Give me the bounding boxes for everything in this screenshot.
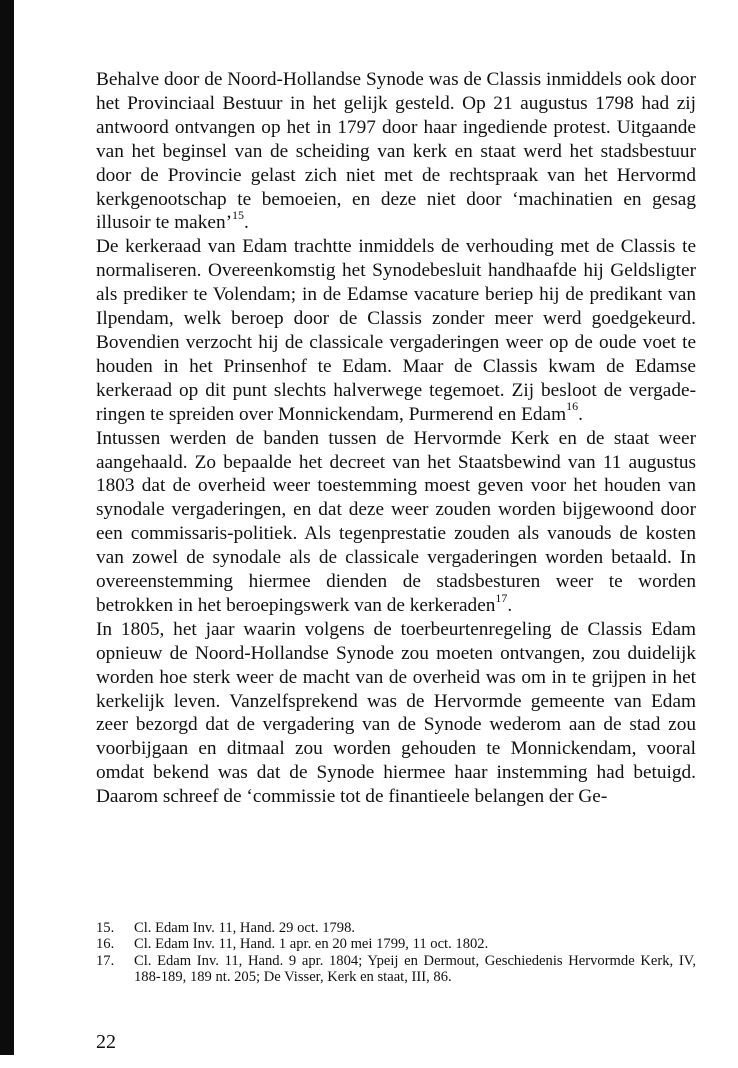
footnote-ref-15: 15 bbox=[232, 208, 245, 223]
scan-edge-shadow bbox=[0, 0, 14, 1055]
paragraph-text: De kerkeraad van Edam trachtte inmiddels de verhouding met de Classis te normaliseren. Overeenkomstig het Synodebesluit handhaafde hij Geldsligter als prediker te Volendam; in de Edamse vacature beriep hij de predikant van Ilpendam, welk beroep door de Classis zonder meer werd goedgekeurd. Bovendien verzocht hij de classicale vergaderingen weer op de oude voet te houden in het Prinsenhof te Edam. Maar de Classis kwam de Edamse kerkeraad op dit punt slechts halverwege tegemoet. Zij besloot de vergaderingen te spreiden over Monnickendam, Purmerend en Edam bbox=[96, 236, 696, 425]
paragraph-end: . bbox=[507, 594, 513, 616]
page-number: 22 bbox=[96, 1031, 116, 1053]
footnote-ref-17: 17 bbox=[495, 590, 508, 605]
paragraph-2 bbox=[96, 235, 696, 426]
paragraph-text: In 1805, het jaar waarin volgens de toerbeurtenregeling de Classis Edam opnieuw de Noord-Hollandse Synode zou moeten ontvangen, zou duidelijk worden hoe sterk weer de macht van de overheid was om in te grijpen in het kerkelijk leven. Vanzelfsprekend was de Hervormde gemeente van Edam zeer bezorgd dat de vergadering van de Synode wederom aan de stad zou voorbijgaan en ditmaal zou worden gehouden te Monnickendam, vooral omdat bekend was dat de Synode hiermee haar instemming had betuigd. Daarom schreef de ‘commissie tot de finantieele belangen der Ge- bbox=[96, 618, 696, 808]
main-text bbox=[96, 68, 696, 809]
paragraph-3 bbox=[96, 427, 696, 618]
paragraph-1 bbox=[96, 68, 696, 235]
footnote-text: Cl. Edam Inv. 11, Hand. 9 apr. 1804; Ypeij en Dermout, Geschiedenis Hervormde Kerk, IV, 188-189, 189 nt. 205; De Visser, Kerk en staat, III, 86. bbox=[134, 952, 696, 986]
footnote-text: Cl. Edam Inv. 11, Hand. 1 apr. en 20 mei 1799, 11 oct. 1802. bbox=[134, 936, 489, 953]
footnote-15 bbox=[96, 920, 696, 936]
footnote-number: 16. bbox=[96, 936, 115, 953]
footnote-text: Cl. Edam Inv. 11, Hand. 29 oct. 1798. bbox=[134, 920, 356, 936]
footnote-17 bbox=[96, 953, 696, 986]
footnote-ref-16: 16 bbox=[566, 399, 579, 414]
paragraph-4 bbox=[96, 618, 696, 809]
footnote-number: 17. bbox=[96, 952, 115, 969]
footnote-number: 15. bbox=[96, 920, 115, 936]
paragraph-end: . bbox=[244, 212, 249, 234]
footnotes bbox=[96, 920, 696, 986]
paragraph-text: Behalve door de Noord-Hollandse Synode was de Classis inmiddels ook door het Provinciaal Bestuur in het gelijk gesteld. Op 21 augustus 1798 had zij antwoord ontvangen op het in 1797 door haar ingediende protest. Uitgaande van het beginsel van de scheiding van kerk en staat werd het stadsbestuur door de Provincie gelast zich niet met de rechtspraak van het Hervormd kerkgenootschap te bemoeien, en deze niet door ‘machinatien en gesag illusoir te maken’ bbox=[96, 69, 696, 234]
paragraph-text: Intussen werden de banden tussen de Hervormde Kerk en de staat weer aangehaald. Zo bepaalde het decreet van het Staatsbewind van 11 augustus 1803 dat de overheid weer toestemming moest geven voor het houden van synodale vergaderingen, en dat deze weer zouden worden bijgewoond door een commissaris-politiek. Als tegenprestatie zouden als vanouds de kosten van zowel de synodale als de classicale vergaderingen worden betaald. In overeenstemming hiermee dienden de stadsbesturen weer te worden betrokken in het beroepingswerk van de kerkeraden bbox=[96, 427, 696, 616]
footnote-16 bbox=[96, 936, 696, 952]
paragraph-end: . bbox=[578, 403, 583, 425]
